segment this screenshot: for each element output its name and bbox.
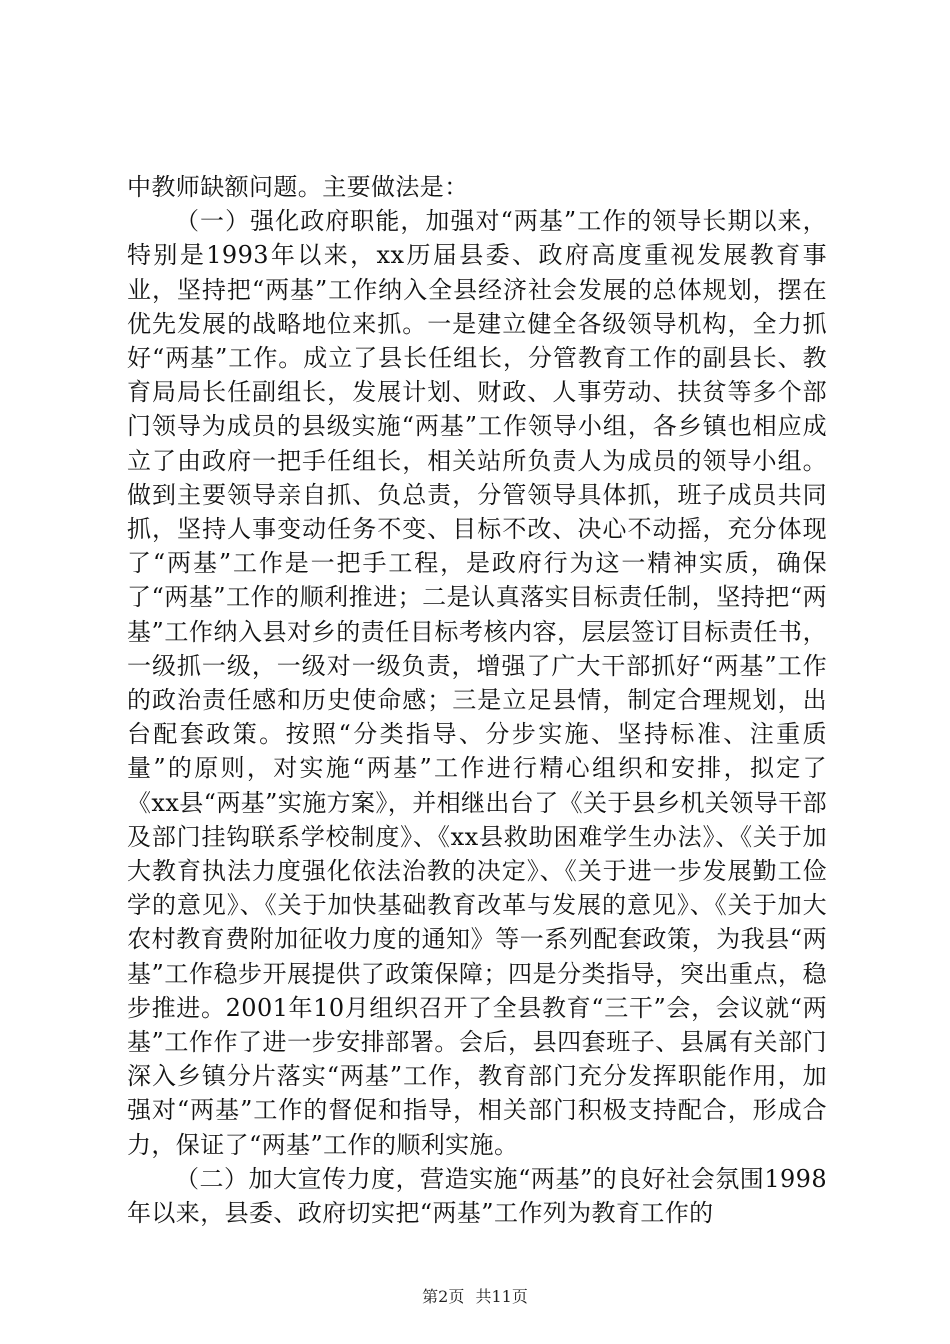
page-total: 共11页 bbox=[475, 1287, 528, 1306]
paragraph-section-one: （一）强化政府职能，加强对“两基”工作的领导长期以来，特别是1993年以来，xx历届县委、政府高度重视发展教育事业，坚持把“两基”工作纳入全县经济社会发展的总体规划，摆在优先发展的战略地位来抓。一是建立健全各级领导机构，全力抓好“两基”工作。成立了县长任组长，分管教育工作的副县长、教育局局长任副组长，发展计划、财政、人事劳动、扶贫等多个部门领导为成员的县级实施“两基”工作领导小组，各乡镇也相应成立了由政府一把手任组长，相关站所负责人为成员的领导小组。做到主要领导亲自抓、负总责，分管领导具体抓，班子成员共同抓，坚持人事变动任务不变、目标不改、决心不动摇，充分体现了“两基”工作是一把手工程，是政府行为这一精神实质，确保了“两基”工作的顺利推进；二是认真落实目标责任制，坚持把“两基”工作纳入县对乡的责任目标考核内容，层层签订目标责任书，一级抓一级，一级对一级负责，增强了广大干部抓好“两基”工作的政治责任感和历史使命感；三是立足县情，制定合理规划，出台配套政策。按照“分类指导、分步实施、坚持标准、注重质量”的原则，对实施“两基”工作进行精心组织和安排，拟定了《xx县“两基”实施方案》，并相继出台了《关于县乡机关领导干部及部门挂钩联系学校制度》、《xx县救助困难学生办法》、《关于加大教育执法力度强化依法治教的决定》、《关于进一步发展勤工俭学的意见》、《关于加快基础教育改革与发展的意见》、《关于加大农村教育费附加征收力度的通知》等一系列配套政策，为我县“两基”工作稳步开展提供了政策保障；四是分类指导，突出重点，稳步推进。2001年10月组织召开了全县教育“三干”会，会议就“两基”工作作了进一步安排部署。会后，县四套班子、县属有关部门深入乡镇分片落实“两基”工作，教育部门充分发挥职能作用，加强对“两基”工作的督促和指导，相关部门积极支持配合，形成合力，保证了“两基”工作的顺利实施。 bbox=[127, 207, 828, 1159]
page-footer bbox=[0, 1284, 950, 1307]
paragraph-continuation: 中教师缺额问题。主要做法是： bbox=[127, 173, 469, 201]
document-body bbox=[127, 170, 827, 1230]
page-number: 第2页 bbox=[422, 1287, 465, 1306]
paragraph-section-two: （二）加大宣传力度，营造实施“两基”的良好社会氛围1998年以来，县委、政府切实把“两基”工作列为教育工作的 bbox=[127, 1164, 827, 1228]
